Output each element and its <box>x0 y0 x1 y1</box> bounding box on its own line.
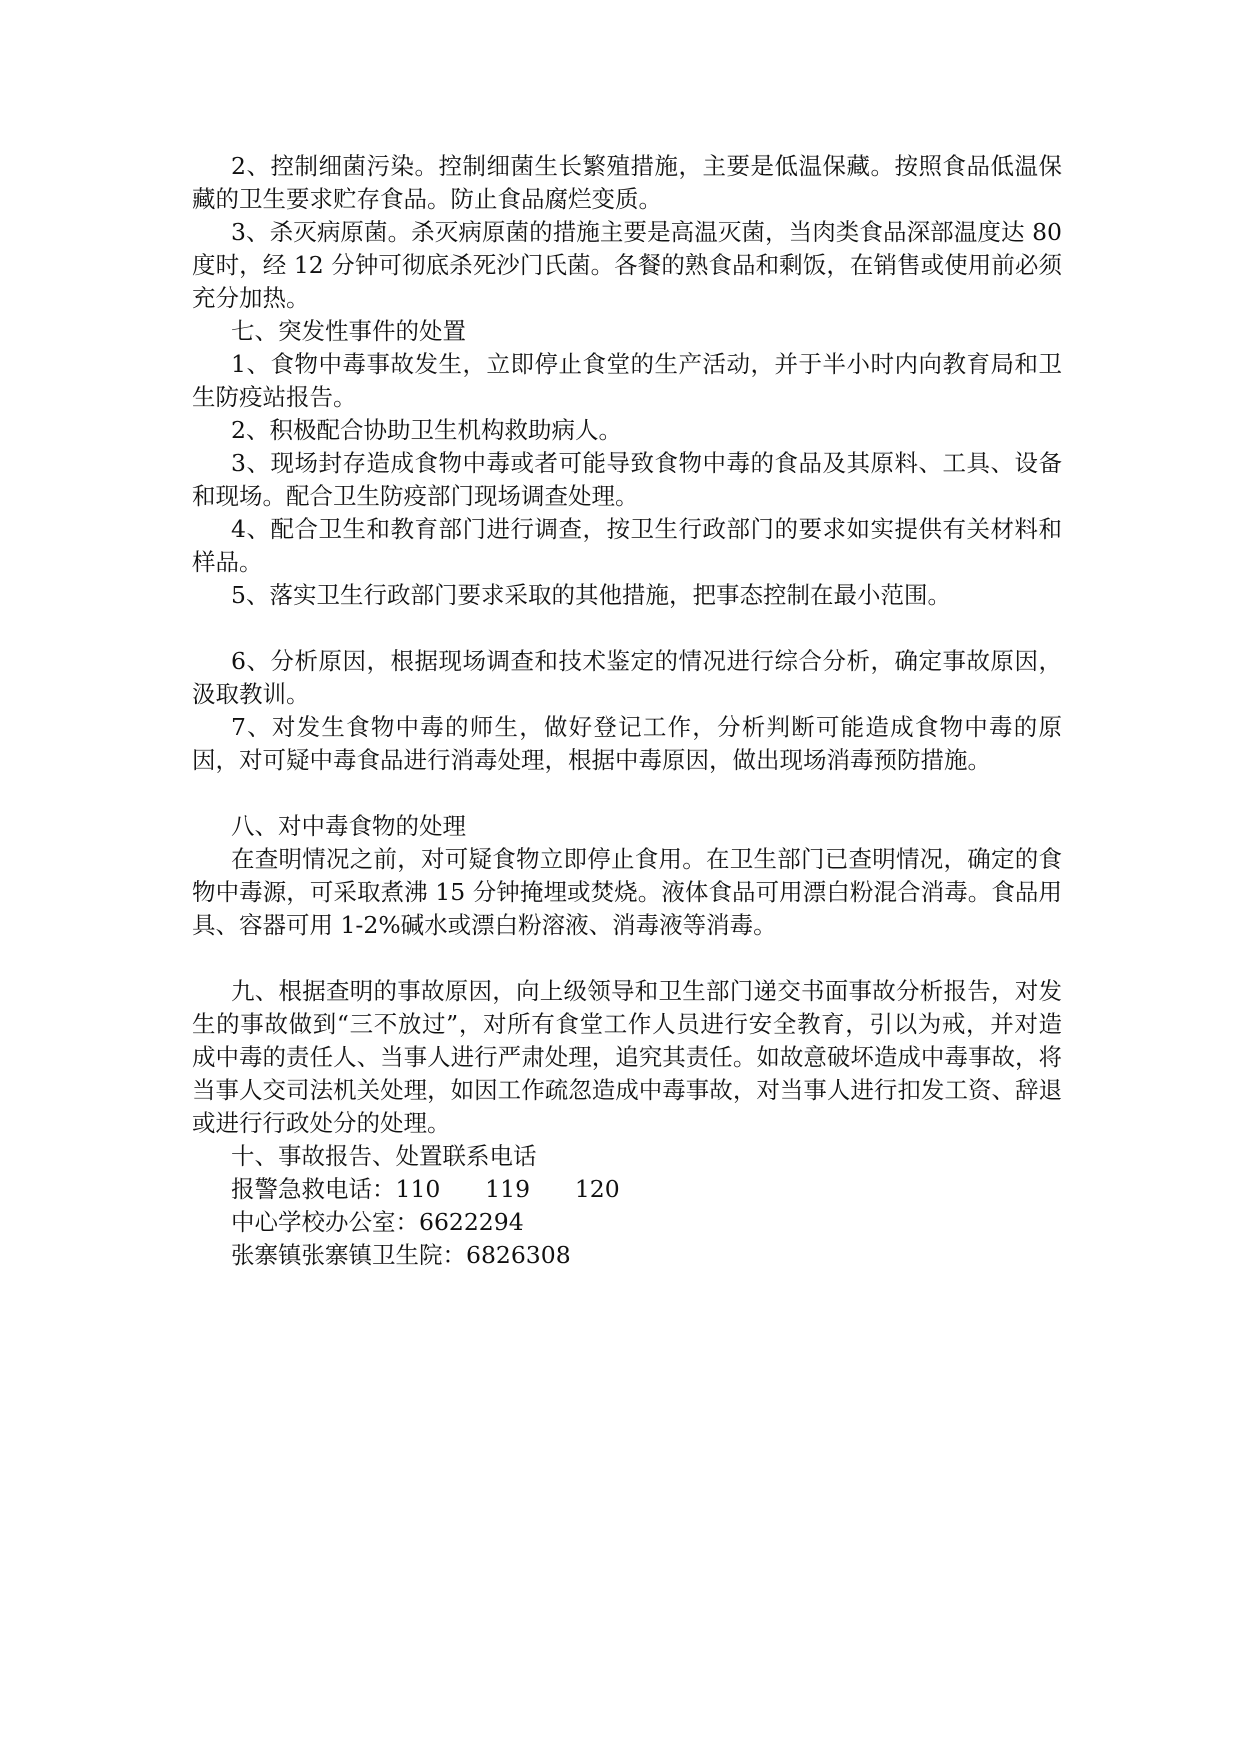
document-page <box>192 150 1070 1272</box>
paragraph-bacteria-control: 2、控制细菌污染。控制细菌生长繁殖措施，主要是低温保藏。按照食品低温保藏的卫生要求贮存食品。防止食品腐烂变质。 <box>192 152 1062 213</box>
paragraph-poisoned-food: 在查明情况之前，对可疑食物立即停止食用。在卫生部门已查明情况，确定的食物中毒源，可采取煮沸 15 分钟掩埋或焚烧。液体食品可用漂白粉混合消毒。食品用具、容器可用 1-2%碱水或漂白粉溶液、消毒液等消毒。 <box>192 845 1062 939</box>
spacer <box>192 777 1062 810</box>
paragraph-emergency-7: 7、对发生食物中毒的师生，做好登记工作，分析判断可能造成食物中毒的原因，对可疑中毒食品进行消毒处理，根据中毒原因，做出现场消毒预防措施。 <box>192 713 1062 774</box>
paragraph-emergency-2: 2、积极配合协助卫生机构救助病人。 <box>231 416 622 444</box>
paragraph-emergency-4: 4、配合卫生和教育部门进行调查，按卫生行政部门的要求如实提供有关材料和样品。 <box>192 515 1062 576</box>
paragraph-emergency-3: 3、现场封存造成食物中毒或者可能导致食物中毒的食品及其原料、工具、设备和现场。配合卫生防疫部门现场调查处理。 <box>192 449 1062 510</box>
paragraph-emergency-6: 6、分析原因，根据现场调查和技术鉴定的情况进行综合分析，确定事故原因，汲取教训。 <box>192 647 1062 708</box>
paragraph-accident-report: 九、根据查明的事故原因，向上级领导和卫生部门递交书面事故分析报告，对发生的事故做到“三不放过”，对所有食堂工作人员进行安全教育，引以为戒，并对造成中毒的责任人、当事人进行严肃处理，追究其责任。如故意破坏造成中毒事故，将当事人交司法机关处理，如因工作疏忽造成中毒事故，对当事人进行扣发工资、辞退或进行行政处分的处理。 <box>192 977 1062 1137</box>
contact-health-center: 张寨镇张寨镇卫生院：6826308 <box>231 1241 571 1269</box>
section-heading-poisoned-food: 八、对中毒食物的处理 <box>231 812 466 840</box>
paragraph-emergency-1: 1、食物中毒事故发生，立即停止食堂的生产活动，并于半小时内向教育局和卫生防疫站报告。 <box>192 350 1062 411</box>
paragraph-kill-pathogens: 3、杀灭病原菌。杀灭病原菌的措施主要是高温灭菌，当肉类食品深部温度达 80 度时，经 12 分钟可彻底杀死沙门氏菌。各餐的熟食品和剩饭，在销售或使用前必须充分加热。 <box>192 218 1070 312</box>
paragraph-emergency-5: 5、落实卫生行政部门要求采取的其他措施，把事态控制在最小范围。 <box>231 581 951 609</box>
spacer <box>192 612 1062 645</box>
contact-school-office: 中心学校办公室：6622294 <box>231 1208 524 1236</box>
spacer <box>192 942 1062 975</box>
contact-emergency-numbers: 报警急救电话：110 119 120 <box>231 1175 620 1203</box>
section-heading-contacts: 十、事故报告、处置联系电话 <box>231 1142 537 1170</box>
section-heading-emergency: 七、突发性事件的处置 <box>231 317 466 345</box>
